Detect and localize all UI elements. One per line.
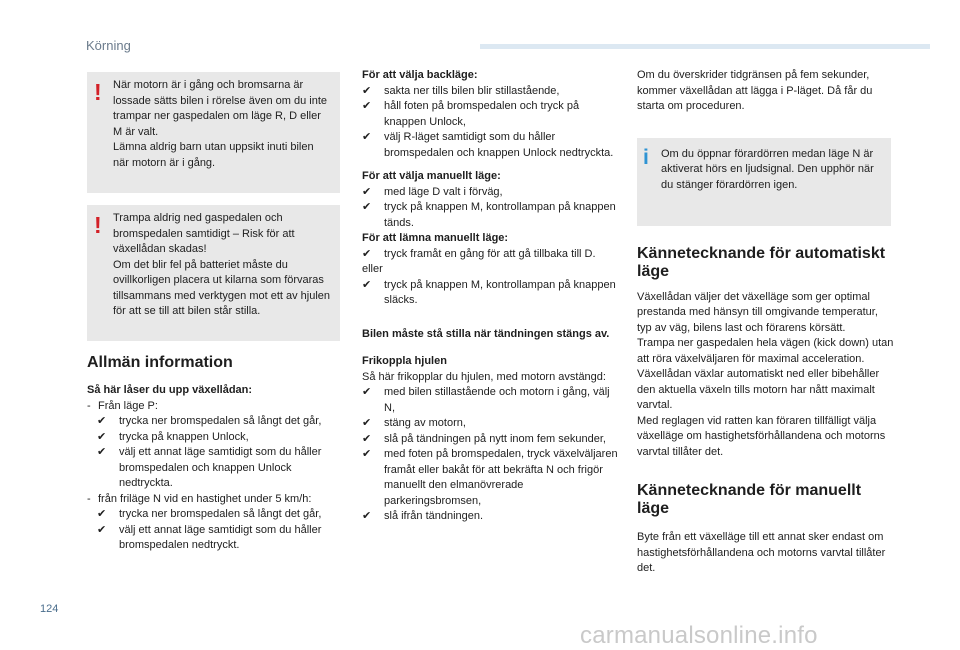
manual-leave-title: För att lämna manuellt läge:	[362, 232, 509, 244]
auto-mode-text: Växellådan väljer det växelläge som ger optimal prestanda med hänsyn till omgivande temperatur, typ av väg, bilens last och förarens körsätt. Trampa ner gaspedalen hela vägen (kick down) utan att röra växelväljaren för maximal acceleration. Växellådan växlar automatiskt ned eller bibehåller den aktuella växeln tills motorn har nått maximalt varvtal. Med reglagen vid ratten kan föraren tillfälligt välja växelläge om hastighetsförhållandena och motorns varvtal tillåter det.	[637, 290, 894, 458]
warning-box-1	[87, 72, 340, 193]
column-2	[362, 68, 618, 525]
warning-text-2: Trampa aldrig ned gaspedalen och bromspedalen samtidigt – Risk för att växellådan skadas! Om det blir fel på batteriet måste du ovillkorligen placera ut kilarna som förvaras tillsammans med verktygen mot ett av hjulen för att se till att bilen står stilla.	[113, 212, 331, 317]
list-item: - från friläge N vid en hastighet under 5 km/h:	[87, 492, 312, 505]
page-number: 124	[40, 603, 59, 615]
list-item: ✔ välj R-läget samtidigt som du håller bromspedalen och knappen Unlock nedtryckta.	[362, 131, 614, 159]
info-icon: i	[643, 145, 649, 169]
watermark: carmanualsonline.info	[580, 622, 818, 649]
stop-note: Bilen måste stå stilla när tändningen stängs av.	[362, 327, 610, 340]
heading-auto-mode: Kännetecknande för automatiskt läge	[637, 244, 886, 280]
list-item: ✔ trycka på knappen Unlock,	[97, 430, 249, 443]
warning-box-2	[87, 205, 340, 341]
list-item: ✔ stäng av motorn,	[362, 417, 466, 429]
list-item: ✔ trycka ner bromspedalen så långt det går,	[97, 415, 322, 427]
timeout-text: Om du överskrider tidgränsen på fem sekunder, kommer växellådan att lägga i P-läget. Då får du starta om proceduren.	[637, 69, 873, 112]
heading-manual-mode: Kännetecknande för manuellt läge	[637, 482, 862, 517]
column-1	[87, 72, 340, 554]
warning-icon: !	[94, 79, 102, 105]
list-item: ✔ tryck framåt en gång för att gå tillbaka till D.	[362, 247, 596, 260]
list-item: ✔ slå på tändningen på nytt inom fem sekunder,	[362, 432, 606, 445]
free-wheels-title: Frikoppla hjulen	[362, 355, 447, 367]
list-item: ✔ välj ett annat läge samtidigt som du håller bromspedalen nedtryckt.	[97, 523, 322, 551]
free-wheels-intro: Så här frikopplar du hjulen, med motorn avstängd:	[362, 370, 606, 383]
or-text: eller	[362, 263, 383, 275]
warning-icon: !	[94, 212, 102, 238]
list-item: ✔ med läge D valt i förväg,	[362, 185, 503, 198]
heading-general-info: Allmän information	[87, 354, 233, 371]
list-item: ✔ tryck på knappen M, kontrollampan på knappen tänds.	[362, 201, 616, 229]
list-item: ✔ slå ifrån tändningen.	[362, 510, 484, 522]
section-title: Körning	[86, 38, 131, 53]
reverse-title: För att välja backläge:	[362, 69, 478, 81]
list-item: ✔ välj ett annat läge samtidigt som du håller bromspedalen och knappen Unlock nedtryckta.	[97, 446, 322, 489]
info-text: Om du öppnar förardörren medan läge N är aktiverat hörs en ljudsignal. Den upphör när du stänger förardörren igen.	[661, 147, 874, 191]
list-item: ✔ sakta ner tills bilen blir stillastående,	[362, 84, 560, 97]
column-3	[637, 68, 895, 577]
list-item: ✔ håll foten på bromspedalen och tryck på knappen Unlock,	[362, 100, 580, 128]
manual-select-title: För att välja manuellt läge:	[362, 170, 501, 182]
unlock-title: Så här låser du upp växellådan:	[87, 384, 253, 396]
header-bar	[480, 44, 930, 49]
list-item: - Från läge P:	[87, 399, 158, 412]
list-item: ✔ med bilen stillastående och motorn i gång, välj N,	[362, 386, 610, 414]
list-item: ✔ med foten på bromspedalen, tryck växelväljaren framåt eller bakåt för att bekräfta N och frigör manuellt den elmanövrerade parkeringsbromsen,	[362, 448, 618, 507]
list-item: ✔ trycka ner bromspedalen så långt det går,	[97, 508, 322, 520]
info-box	[637, 138, 891, 226]
manual-mode-text: Byte från ett växelläge till ett annat sker endast om hastighetsförhållandena och motorns varvtal tillåter det.	[637, 531, 886, 574]
warning-text-1: När motorn är i gång och bromsarna är lossade sätts bilen i rörelse även om du inte trampar ner gaspedalen om läge R, D eller M är valt. Lämna aldrig barn utan uppsikt inuti bilen när motorn är i gång.	[113, 79, 328, 169]
list-item: ✔ tryck på knappen M, kontrollampan på knappen släcks.	[362, 278, 616, 306]
